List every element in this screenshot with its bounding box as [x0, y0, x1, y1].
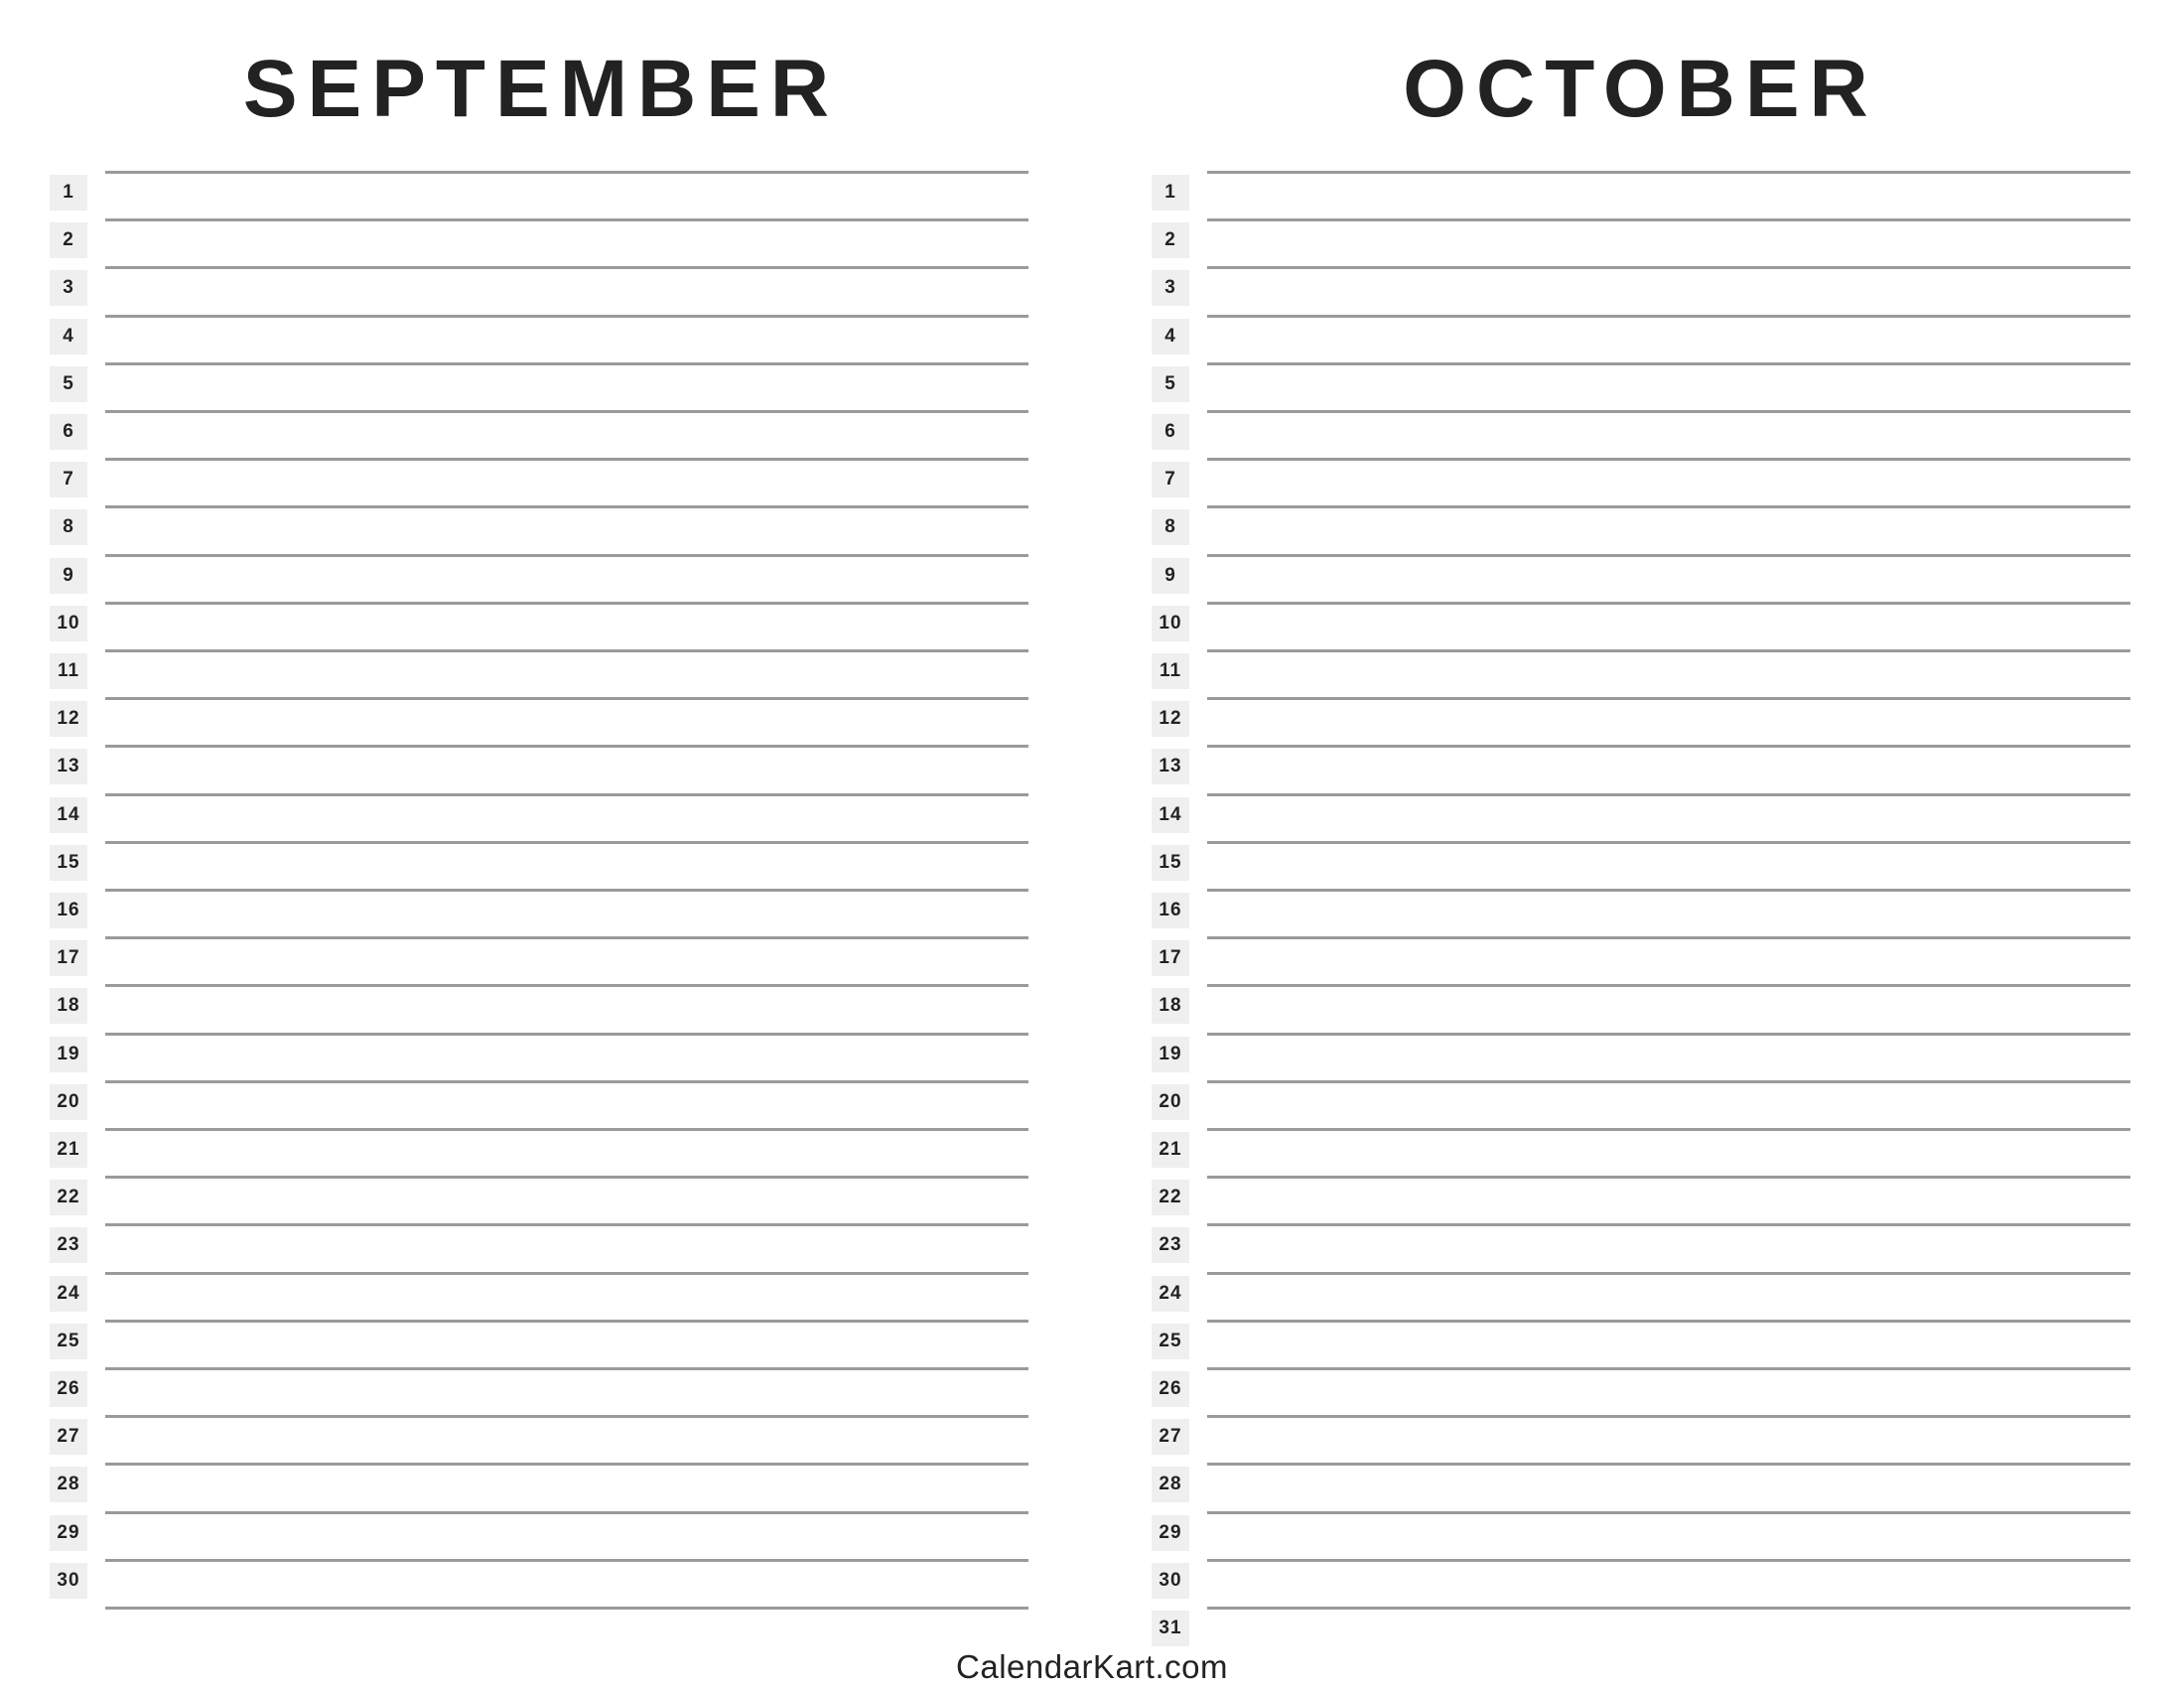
- ruled-line: [105, 1607, 1028, 1610]
- day-writing-line[interactable]: [105, 220, 1028, 265]
- day-number: 7: [50, 462, 87, 497]
- day-number: 30: [1152, 1563, 1189, 1599]
- day-number: 30: [50, 1563, 87, 1599]
- day-number: 10: [1152, 606, 1189, 641]
- day-number: 23: [1152, 1227, 1189, 1263]
- day-writing-line[interactable]: [1207, 938, 2130, 983]
- day-writing-line[interactable]: [1207, 1130, 2130, 1175]
- day-writing-line[interactable]: [1207, 651, 2130, 696]
- day-writing-line[interactable]: [1207, 507, 2130, 552]
- day-writing-line[interactable]: [1207, 747, 2130, 791]
- day-writing-line[interactable]: [105, 747, 1028, 791]
- month-october: [1152, 0, 2129, 1688]
- day-writing-line[interactable]: [105, 699, 1028, 744]
- day-number: 1: [1152, 175, 1189, 211]
- day-number: 20: [50, 1084, 87, 1120]
- day-number: 9: [50, 558, 87, 594]
- day-number: 29: [50, 1515, 87, 1551]
- day-number: 19: [1152, 1037, 1189, 1072]
- day-number: 13: [50, 749, 87, 784]
- day-writing-line[interactable]: [105, 604, 1028, 648]
- day-writing-line[interactable]: [105, 268, 1028, 313]
- month-title: OCTOBER: [1403, 44, 1878, 134]
- day-writing-line[interactable]: [105, 1225, 1028, 1270]
- day-writing-line[interactable]: [1207, 220, 2130, 265]
- day-writing-line[interactable]: [1207, 1609, 2130, 1653]
- day-number: 19: [50, 1037, 87, 1072]
- day-writing-line[interactable]: [1207, 699, 2130, 744]
- day-number: 17: [1152, 940, 1189, 976]
- day-writing-line[interactable]: [105, 938, 1028, 983]
- day-number: 26: [1152, 1371, 1189, 1407]
- day-writing-line[interactable]: [1207, 1178, 2130, 1222]
- day-number: 29: [1152, 1515, 1189, 1551]
- day-writing-line[interactable]: [105, 1274, 1028, 1319]
- day-number: 2: [50, 222, 87, 258]
- day-writing-line[interactable]: [105, 795, 1028, 840]
- day-writing-line[interactable]: [1207, 460, 2130, 504]
- day-number: 18: [50, 988, 87, 1024]
- day-writing-line[interactable]: [1207, 1322, 2130, 1366]
- day-writing-line[interactable]: [1207, 268, 2130, 313]
- day-number: 14: [50, 797, 87, 833]
- footer-site-name: CalendarKart.com: [956, 1648, 1228, 1685]
- day-number: 15: [50, 845, 87, 881]
- day-writing-line[interactable]: [105, 1035, 1028, 1079]
- day-writing-line[interactable]: [1207, 986, 2130, 1031]
- day-number: 14: [1152, 797, 1189, 833]
- day-writing-line[interactable]: [1207, 317, 2130, 361]
- day-writing-line[interactable]: [105, 1178, 1028, 1222]
- day-writing-line[interactable]: [105, 1322, 1028, 1366]
- day-writing-line[interactable]: [1207, 1225, 2130, 1270]
- day-writing-line[interactable]: [1207, 1369, 2130, 1414]
- day-writing-line[interactable]: [105, 1130, 1028, 1175]
- day-number: 18: [1152, 988, 1189, 1024]
- day-number: 26: [50, 1371, 87, 1407]
- day-writing-line[interactable]: [1207, 795, 2130, 840]
- day-number: 6: [1152, 414, 1189, 450]
- day-writing-line[interactable]: [1207, 412, 2130, 457]
- day-number: 28: [50, 1467, 87, 1502]
- day-number: 4: [50, 319, 87, 354]
- day-number: 21: [50, 1132, 87, 1168]
- day-number: 12: [1152, 701, 1189, 737]
- day-writing-line[interactable]: [105, 1465, 1028, 1509]
- day-number: 24: [50, 1276, 87, 1312]
- day-number: 16: [1152, 893, 1189, 928]
- day-number: 11: [50, 653, 87, 689]
- day-writing-line[interactable]: [105, 507, 1028, 552]
- day-writing-line[interactable]: [105, 460, 1028, 504]
- day-number: 16: [50, 893, 87, 928]
- day-number: 6: [50, 414, 87, 450]
- day-number: 10: [50, 606, 87, 641]
- day-writing-line[interactable]: [1207, 1561, 2130, 1606]
- day-writing-line[interactable]: [105, 1417, 1028, 1462]
- day-number: 8: [1152, 509, 1189, 545]
- day-writing-line[interactable]: [105, 651, 1028, 696]
- day-writing-line[interactable]: [1207, 891, 2130, 935]
- day-number: 5: [1152, 366, 1189, 402]
- day-number: 21: [1152, 1132, 1189, 1168]
- day-writing-line[interactable]: [1207, 1082, 2130, 1127]
- day-writing-line[interactable]: [105, 317, 1028, 361]
- day-writing-line[interactable]: [105, 412, 1028, 457]
- day-number: 23: [50, 1227, 87, 1263]
- day-writing-line[interactable]: [105, 1513, 1028, 1558]
- day-number: 17: [50, 940, 87, 976]
- day-number: 13: [1152, 749, 1189, 784]
- day-writing-line[interactable]: [105, 556, 1028, 601]
- day-writing-line[interactable]: [1207, 1513, 2130, 1558]
- day-writing-line[interactable]: [105, 364, 1028, 409]
- day-number: 9: [1152, 558, 1189, 594]
- day-writing-line[interactable]: [1207, 1274, 2130, 1319]
- day-number: 2: [1152, 222, 1189, 258]
- day-number: 27: [50, 1419, 87, 1455]
- day-number: 22: [1152, 1180, 1189, 1215]
- day-number: 22: [50, 1180, 87, 1215]
- day-number: 4: [1152, 319, 1189, 354]
- day-writing-line[interactable]: [1207, 556, 2130, 601]
- day-number: 31: [1152, 1611, 1189, 1646]
- day-writing-line[interactable]: [1207, 604, 2130, 648]
- day-number: 12: [50, 701, 87, 737]
- day-writing-line[interactable]: [1207, 1417, 2130, 1462]
- day-number: 15: [1152, 845, 1189, 881]
- day-writing-line[interactable]: [105, 986, 1028, 1031]
- day-number: 5: [50, 366, 87, 402]
- day-number: 1: [50, 175, 87, 211]
- day-number: 8: [50, 509, 87, 545]
- day-writing-line[interactable]: [1207, 1465, 2130, 1509]
- day-number: 11: [1152, 653, 1189, 689]
- day-number: 24: [1152, 1276, 1189, 1312]
- day-number: 7: [1152, 462, 1189, 497]
- month-september: [50, 0, 1032, 1688]
- day-writing-line[interactable]: [105, 1082, 1028, 1127]
- day-number: 3: [50, 270, 87, 306]
- day-number: 27: [1152, 1419, 1189, 1455]
- day-writing-line[interactable]: [105, 173, 1028, 217]
- day-writing-line[interactable]: [1207, 843, 2130, 888]
- day-writing-line[interactable]: [105, 843, 1028, 888]
- month-title: SEPTEMBER: [242, 44, 840, 134]
- day-number: 28: [1152, 1467, 1189, 1502]
- day-writing-line[interactable]: [1207, 364, 2130, 409]
- day-writing-line[interactable]: [105, 1369, 1028, 1414]
- day-number: 3: [1152, 270, 1189, 306]
- day-writing-line[interactable]: [105, 891, 1028, 935]
- day-number: 25: [50, 1324, 87, 1359]
- day-number: 25: [1152, 1324, 1189, 1359]
- day-number: 20: [1152, 1084, 1189, 1120]
- day-writing-line[interactable]: [1207, 1035, 2130, 1079]
- day-writing-line[interactable]: [105, 1561, 1028, 1606]
- day-writing-line[interactable]: [1207, 173, 2130, 217]
